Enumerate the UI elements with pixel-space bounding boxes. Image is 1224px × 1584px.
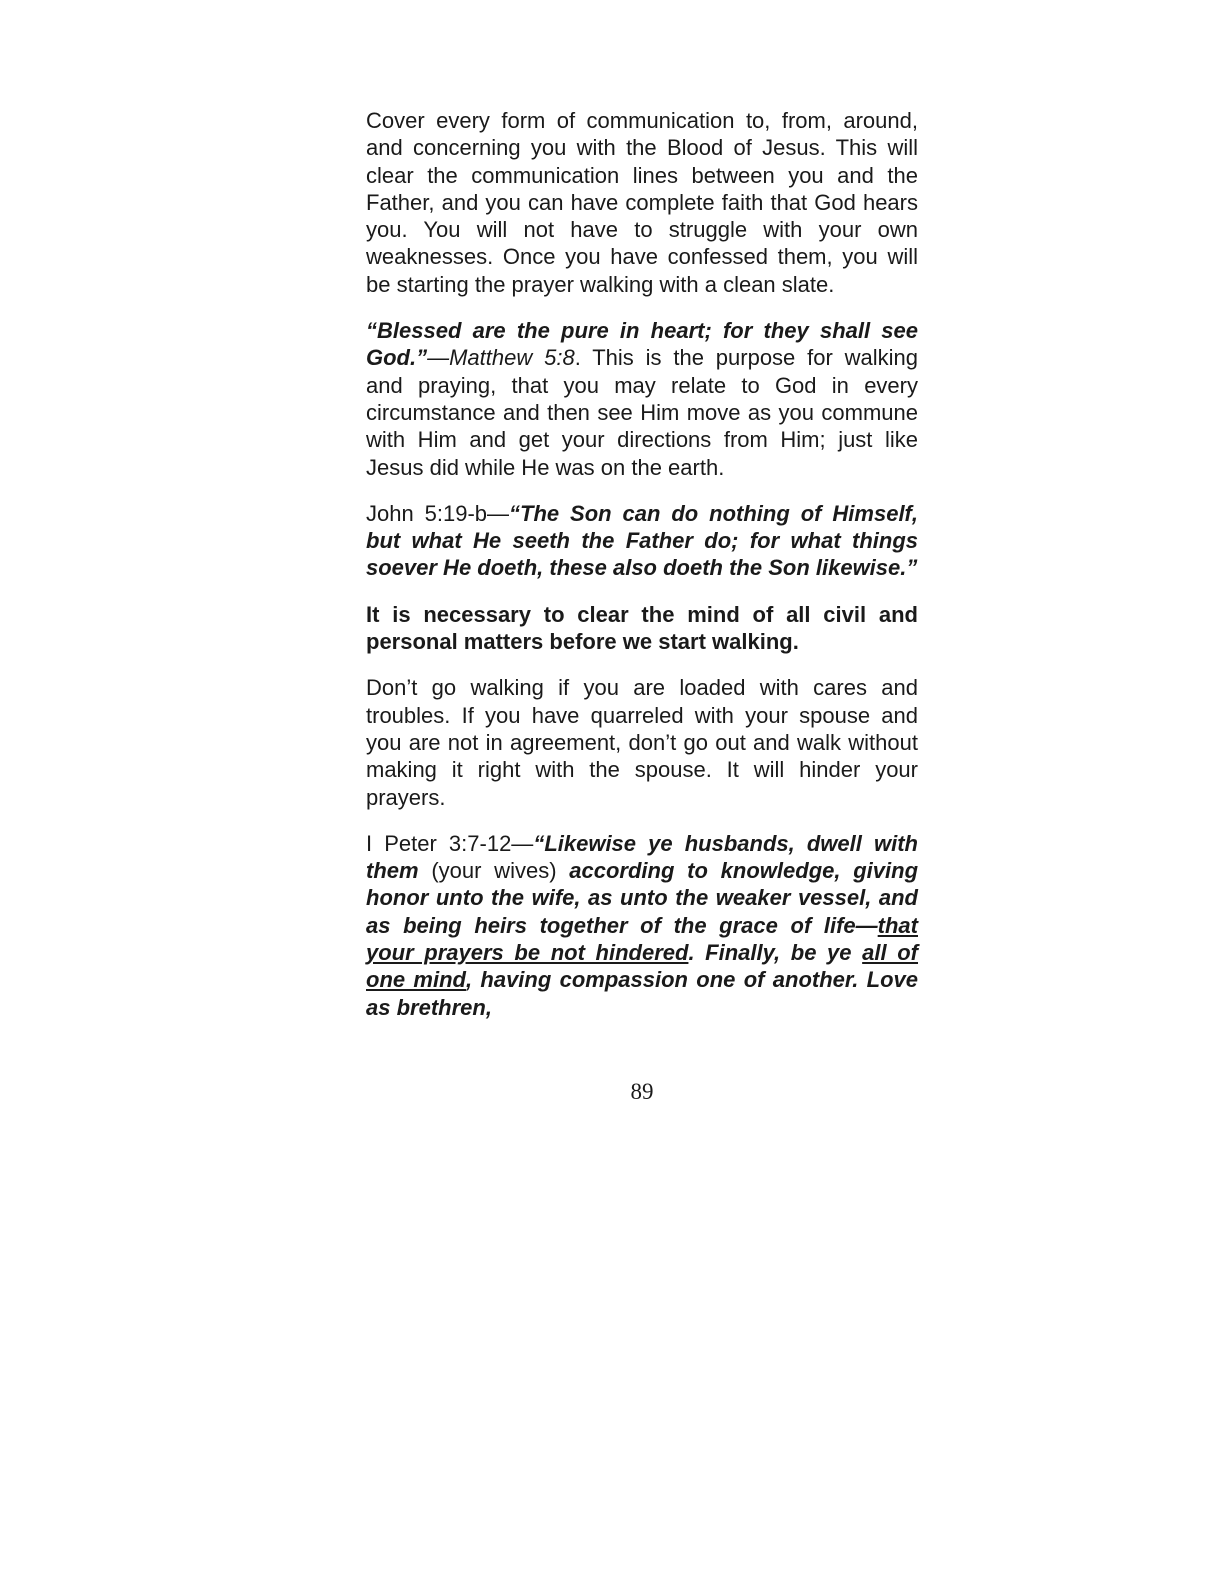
scripture-quote: “The Son can do nothing of Himself, but what He seeth the Father do; for what things soever He doeth, these also doeth the Son likewise.” [366, 500, 918, 581]
scripture-quote: “Blessed are the pure in heart; for they shall see God.” [366, 318, 918, 371]
scripture-reference: John 5:19-b— [366, 500, 510, 526]
paragraph-matthew [366, 317, 918, 481]
paragraph-peter [366, 830, 918, 1021]
paragraph-john [366, 500, 918, 582]
page-body [366, 107, 918, 1021]
page-number: 89 [630, 1079, 654, 1104]
paragraph-text: . This is the purpose for walking and praying, that you may relate to God in every circumstance and then see Him move as you commune with Him and get your directions from Him; just like Jesus did while He was on the earth. [366, 345, 919, 480]
scripture-quote: . Finally, be ye [688, 940, 863, 966]
paragraph-clear-mind: It is necessary to clear the mind of all civil and personal matters before we start walking. [366, 601, 918, 655]
scripture-reference: I Peter 3:7-12— [366, 830, 534, 856]
underlined-phrase: all of one mind [366, 940, 919, 993]
scripture-reference: —Matthew 5:8 [427, 345, 575, 371]
scripture-quote: according to knowledge, giving honor unto the wife, as unto the weaker vessel, and as being heirs together of the grace of life— [366, 858, 919, 938]
paragraph-communication: Cover every form of communication to, from, around, and concerning you with the Blood of Jesus. This will clear the communication lines between you and the Father, and you can have complete faith that God hears you. You will not have to struggle with your own weaknesses. Once you have confessed them, you will be starting the prayer walking with a clean slate. [366, 108, 918, 297]
scripture-aside: (your wives) [418, 858, 570, 884]
paragraph-dont-go-walking: Don’t go walking if you are loaded with cares and troubles. If you have quarreled with your spouse and you are not in agreement, don’t go out and walk without making it right with the spouse. It will hinder your prayers. [366, 675, 918, 810]
scripture-quote: “Likewise ye husbands, dwell with them [366, 830, 918, 884]
underlined-phrase: that your prayers be not hindered [366, 912, 918, 966]
scripture-quote: , having compassion one of another. Love as brethren, [366, 967, 919, 1020]
